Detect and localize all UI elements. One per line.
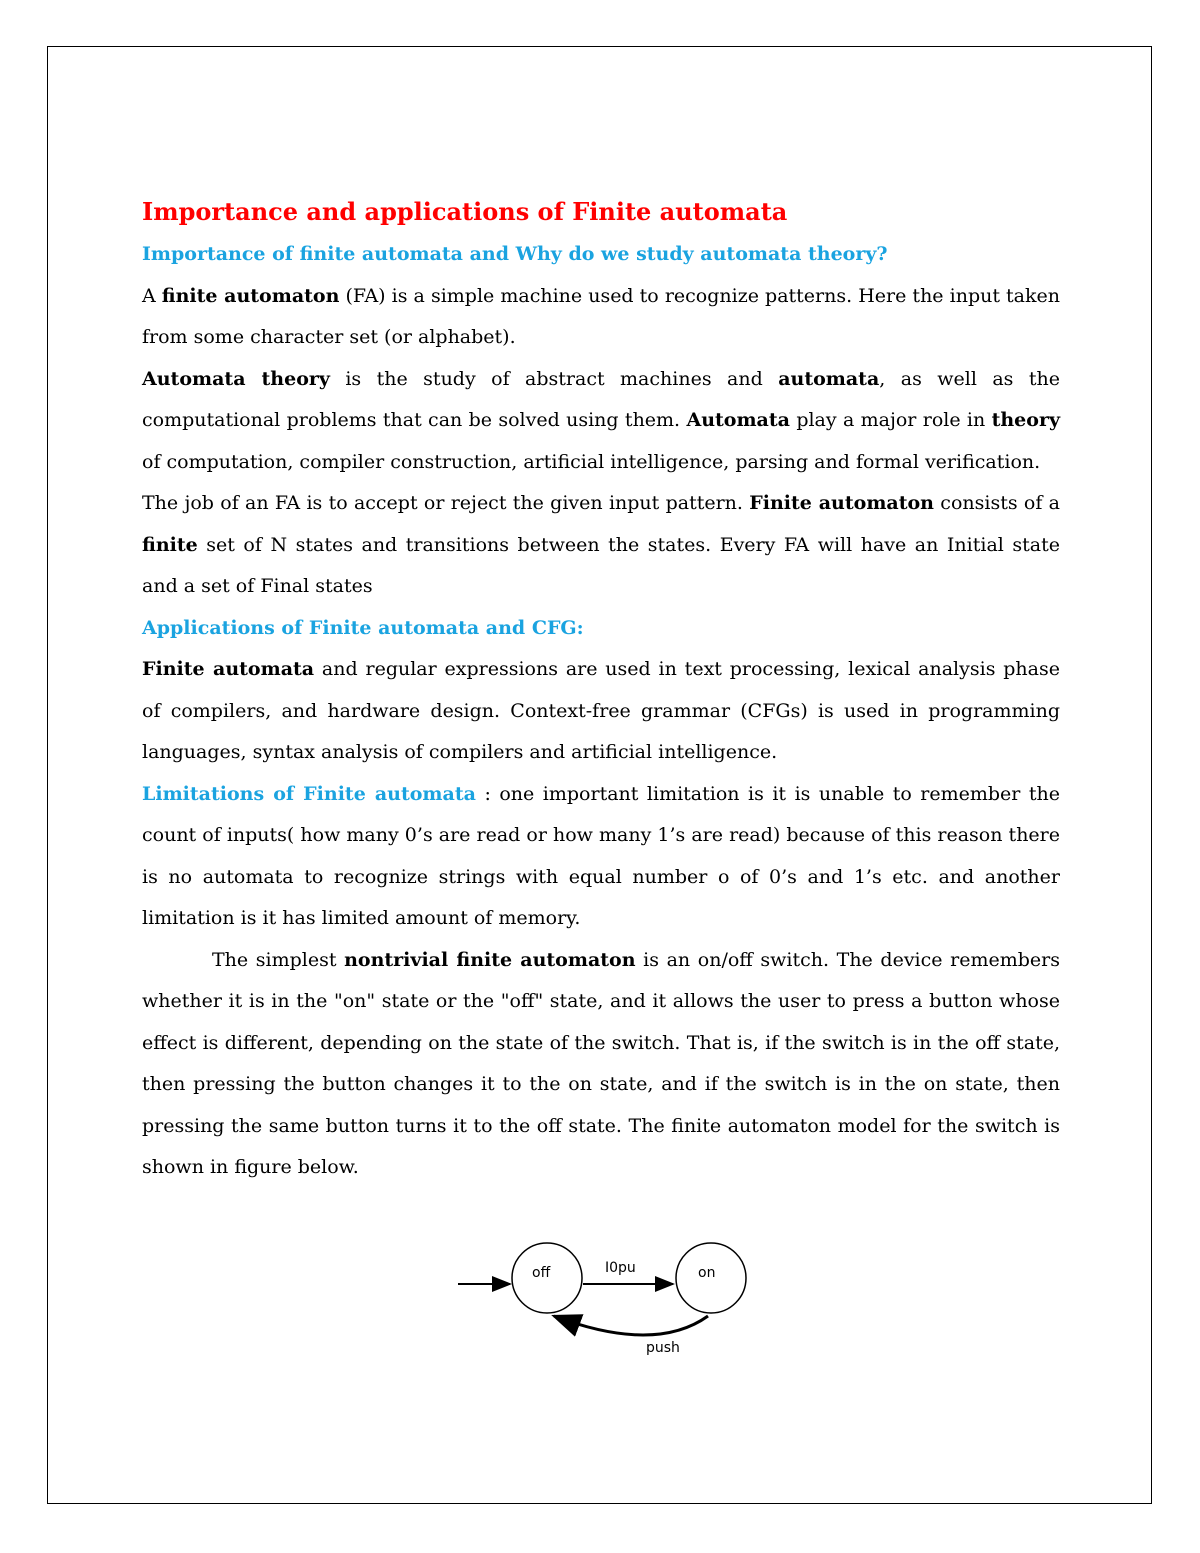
transition-top-label: I0pu (605, 1260, 636, 1276)
document-body (142, 192, 1060, 1189)
paragraph-applications (142, 649, 1060, 774)
bold-term: theory (991, 409, 1060, 431)
state-on-label: on (698, 1265, 716, 1281)
text-span: The job of an FA is to accept or reject the given input pattern. (142, 492, 750, 514)
bold-term: finite automaton (161, 284, 340, 307)
paragraph-fa-definition (142, 276, 1060, 359)
bold-term: nontrivial finite automaton (344, 948, 636, 971)
text-span: consists of a (934, 492, 1060, 514)
paragraph-fa-job (142, 483, 1060, 608)
text-span: of computation, compiler construction, artificial intelligence, parsing and formal verification. (142, 450, 1041, 473)
limitations-heading: Limitations of Finite automata (142, 782, 476, 805)
switch-automaton-diagram (450, 1236, 760, 1366)
bold-term: finite (142, 533, 198, 556)
text-span: A (142, 284, 162, 307)
text-span: play a major role in (789, 409, 992, 431)
transition-on-to-off (554, 1316, 708, 1335)
paragraph-automata-theory (142, 359, 1060, 484)
transition-bottom-label: push (646, 1340, 680, 1356)
bold-term: Finite automaton (749, 492, 934, 514)
text-span: set of N states and transitions between the states. Every FA will have an Initial state and a set of Final states (142, 533, 1060, 597)
text-span: is the study of abstract machines and (329, 367, 779, 390)
section-heading-applications: Applications of Finite automata and CFG: (142, 616, 584, 639)
text-span: : one important limitation is it is unable to remember the count of inputs( how many 0’s are read or how many 1’s are read) because of this reason there is no automata to recognize strings with equal number o of 0’s and 1’s etc. and another limitation is it has limited amount of memory. (142, 782, 1060, 929)
paragraph-switch (142, 940, 1060, 1189)
text-span: is an on/off switch. The device remembers whether it is in the "on" state or the "off" state, and it allows the user to press a button whose effect is different, depending on the state of the switch. That is, if the switch is in the off state, then pressing the button changes it to the on state, and if the switch is in the on state, then pressing the same button turns it to the off state. The finite automaton model for the switch is shown in figure below. (142, 948, 1060, 1178)
bold-term: Automata (686, 409, 790, 431)
text-span: (FA) is a simple machine used to recognize patterns. Here the input taken from some character set (or alphabet). (142, 284, 1061, 348)
section-heading-importance: Importance of finite automata and Why do we study automata theory? (142, 243, 888, 265)
paragraph-limitations (142, 774, 1060, 940)
bold-term: automata (778, 367, 880, 390)
page-title: Importance and applications of Finite automata (142, 197, 788, 226)
text-span: The simplest (212, 948, 345, 971)
text-span: and regular expressions are used in text processing, lexical analysis phase of compilers, and hardware design. Context-free grammar (CFGs) is used in programming languages, syntax analysis of compilers and artificial intelligence. (142, 658, 1060, 763)
bold-term: Automata theory (142, 367, 330, 390)
bold-term: Finite automata (142, 658, 315, 680)
text-span: , as well as the computational problems that can be solved using them. (142, 367, 1060, 431)
state-off-label: off (532, 1265, 551, 1281)
